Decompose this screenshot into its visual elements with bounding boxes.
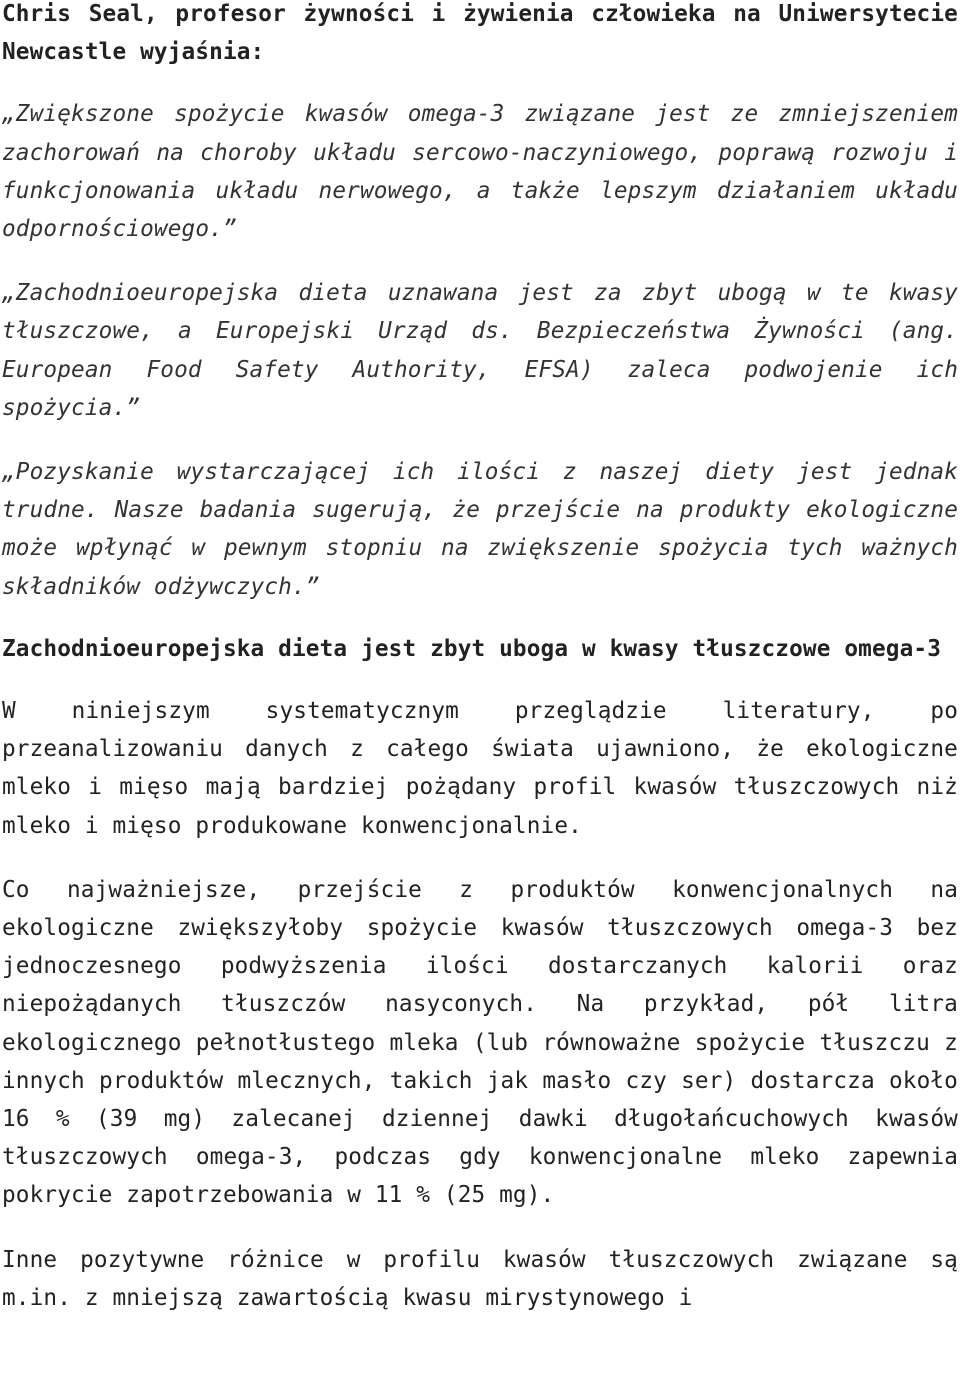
body-paragraph: Inne pozytywne różnice w profilu kwasów tłuszczowych związane są m.in. z mniejszą zawartością kwasu mirystynowego i	[2, 1246, 958, 1311]
quote-paragraph: „Pozyskanie wystarczającej ich ilości z naszej diety jest jednak trudne. Nasze badania sugerują, że przejście na produkty ekologiczne może wpłynąć w pewnym stopniu na zwiększenie spożycia tych ważnych składników odżywczych.”	[2, 459, 958, 600]
quote-paragraph: „Zwiększone spożycie kwasów omega-3 związane jest ze zmniejszeniem zachorowań na choroby układu sercowo-naczyniowego, poprawą rozwoju i funkcjonowania układu nerwowego, a także lepszym działaniem układu odpornościowego.”	[2, 101, 958, 243]
body-paragraph: Co najważniejsze, przejście z produktów konwencjonalnych na ekologiczne zwiększyłoby spożycie kwasów tłuszczowych omega-3 bez jednoczesnego podwyższenia ilości dostarczanych kalorii oraz niepożądanych tłuszczów nasyconych. Na przykład, pół litra ekologicznego pełnotłustego mleka (lub równoważne spożycie tłuszczu z innych produktów mlecznych, takich jak masło czy ser) dostarcza około 16 % (39 mg) zalecanej dziennej dawki długołańcuchowych kwasów tłuszczowych omega-3, podczas gdy konwencjonalne mleko zapewnia pokrycie zapotrzebowania w 11 % (25 mg).	[2, 876, 958, 1209]
section-heading: Zachodnioeuropejska dieta jest zbyt uboga w kwasy tłuszczowe omega-3	[2, 635, 942, 662]
intro-text: Chris Seal, profesor żywności i żywienia człowieka na Uniwersytecie Newcastle wyjaśnia:	[2, 1, 958, 66]
article	[2, 0, 958, 1317]
body-paragraph: W niniejszym systematycznym przeglądzie literatury, po przeanalizowaniu danych z całego świata ujawniono, że ekologiczne mleko i mięso mają bardziej pożądany profil kwasów tłuszczowych niż mleko i mięso produkowane konwencjonalnie.	[2, 698, 958, 839]
quote-paragraph: „Zachodnioeuropejska dieta uznawana jest za zbyt ubogą w te kwasy tłuszczowe, a Europejski Urząd ds. Bezpieczeństwa Żywności (ang. European Food Safety Authority, EFSA) zaleca podwojenie ich spożycia.”	[2, 280, 958, 421]
